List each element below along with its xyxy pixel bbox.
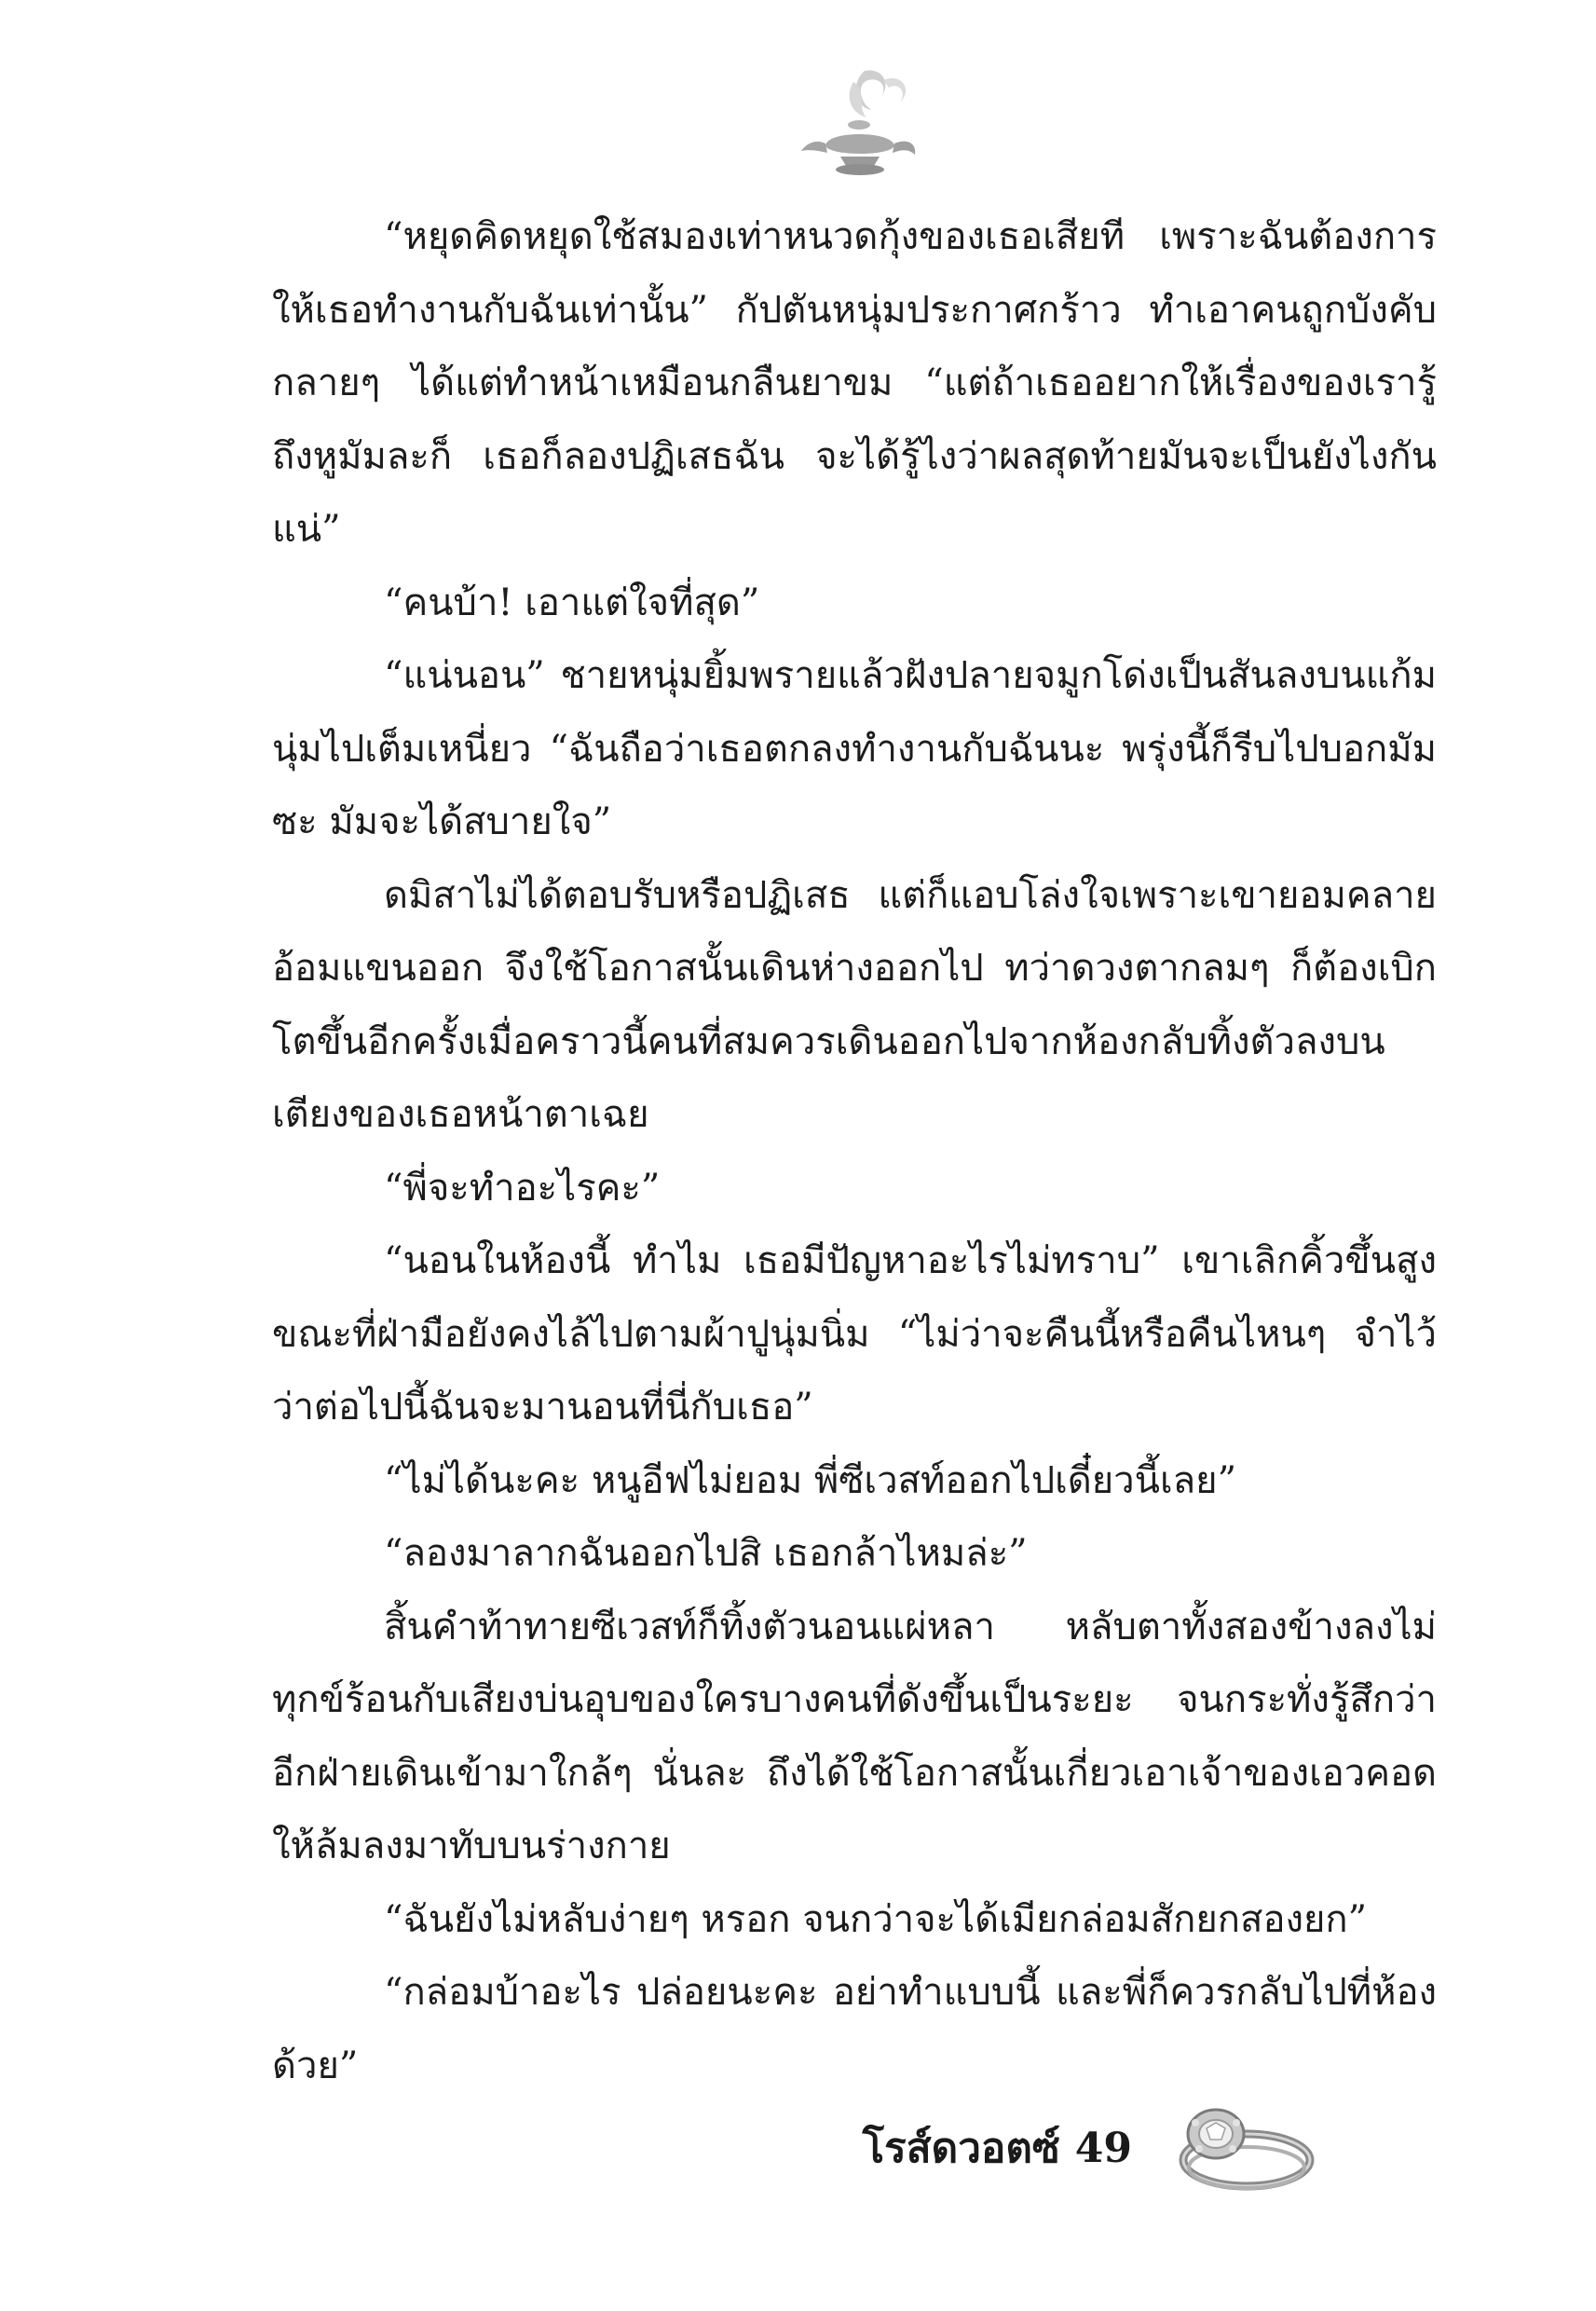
paragraph: “คนบ้า! เอาแต่ใจที่สุด” [384, 581, 760, 624]
genie-lamp-icon [799, 63, 921, 194]
paragraph: “พี่จะทำอะไรคะ” [384, 1166, 661, 1210]
chapter-body [272, 200, 1437, 2102]
page-footer [863, 2097, 1317, 2199]
paragraph: “นอนในห้องนี้ ทำไม เธอมีปัญหาอะไรไม่ทราบ” เขาเลิกคิ้วขึ้นสูงขณะที่ฝ่ามือยังคงไล้ไปตามผ้าปูนุ่มนิ่ม “ไม่ว่าจะคืนนี้หรือคืนไหนๆ จำไว้ว่าต่อไปนี้ฉันจะมานอนที่นี่กับเธอ” [272, 1239, 1437, 1429]
diamond-ring-icon [1158, 2097, 1316, 2199]
paragraph: ดมิสาไม่ได้ตอบรับหรือปฏิเสธ แต่ก็แอบโล่งใจเพราะเขายอมคลายอ้อมแขนออก จึงใช้โอกาสนั้นเดินห่างออกไป ทว่าดวงตากลมๆ ก็ต้องเบิกโตขึ้นอีกครั้งเมื่อคราวนี้คนที่สมควรเดินออกไปจากห้องกลับทิ้งตัวลงบนเตียงของเธอหน้าตาเฉย [272, 873, 1437, 1136]
paragraph: สิ้นคำท้าทายซีเวสท์ก็ทิ้งตัวนอนแผ่หลา หลับตาทั้งสองข้างลงไม่ทุกข์ร้อนกับเสียงบ่นอุบของใครบางคนที่ดังขึ้นเป็นระยะ จนกระทั่งรู้สึกว่าอีกฝ่ายเดินเข้ามาใกล้ๆ นั่นละ ถึงได้ใช้โอกาสนั้นเกี่ยวเอาเจ้าของเอวคอดให้ล้มลงมาทับบนร่างกาย [272, 1605, 1437, 1867]
paragraph: “ไม่ได้นะคะ หนูอีฟไม่ยอม พี่ซีเวสท์ออกไปเดี๋ยวนี้เลย” [384, 1458, 1237, 1502]
page-number: 49 [1074, 2124, 1132, 2172]
paragraph: “กล่อมบ้าอะไร ปล่อยนะคะ อย่าทำแบบนี้ และพี่ก็ควรกลับไปที่ห้องด้วย” [272, 1971, 1437, 2087]
paragraph: “ลองมาลากฉันออกไปสิ เธอกล้าไหมล่ะ” [384, 1532, 1028, 1575]
paragraph: “ฉันยังไม่หลับง่ายๆ หรอก จนกว่าจะได้เมียกล่อมสักยกสองยก” [384, 1897, 1368, 1941]
paragraph: “แน่นอน” ชายหนุ่มยิ้มพรายแล้วฝังปลายจมูกโด่งเป็นสันลงบนแก้มนุ่มไปเต็มเหนี่ยว “ฉันถือว่าเธอตกลงทำงานกับฉันนะ พรุ่งนี้ก็รีบไปบอกมัมซะ มัมจะได้สบายใจ” [272, 654, 1437, 843]
book-title: โรส์ดวอตซ์ [862, 2125, 1060, 2172]
paragraph: “หยุดคิดหยุดใช้สมองเท่าหนวดกุ้งของเธอเสียที เพราะฉันต้องการให้เธอทำงานกับฉันเท่านั้น” กัปตันหนุ่มประกาศกร้าว ทำเอาคนถูกบังคับกลายๆ ได้แต่ทำหน้าเหมือนกลืนยาขม “แต่ถ้าเธออยากให้เรื่องของเรารู้ถึงหูมัมละก็ เธอก็ลองปฏิเสธฉัน จะได้รู้ไงว่าผลสุดท้ายมันจะเป็นยังไงกันแน่” [272, 215, 1437, 551]
